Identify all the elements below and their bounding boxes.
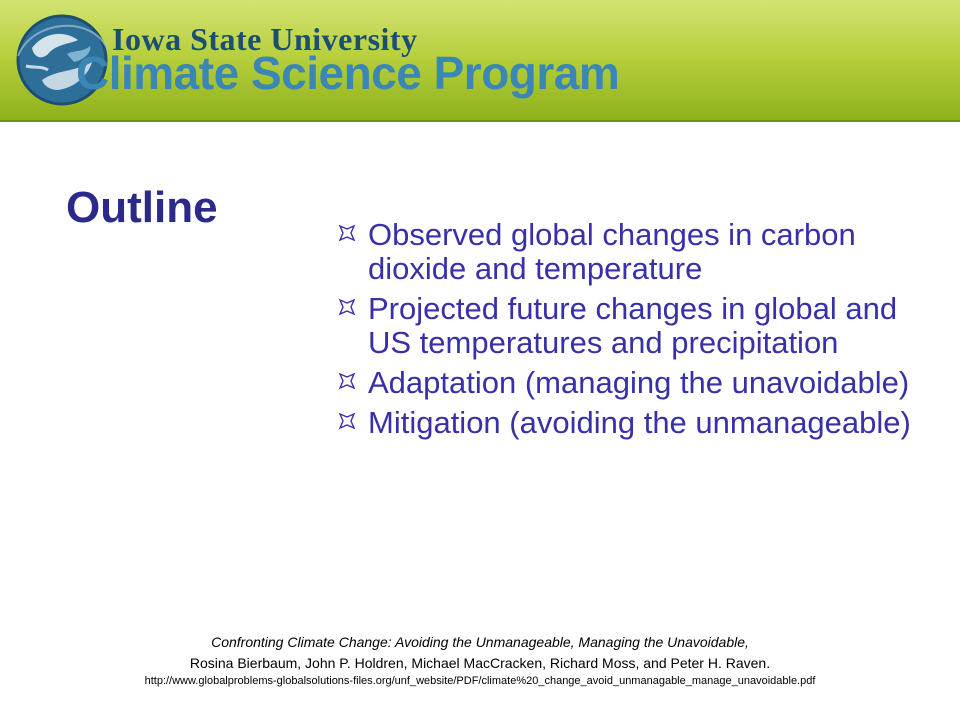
header-banner — [0, 0, 960, 122]
quad-arrow-bullet-icon — [338, 298, 356, 316]
list-item — [338, 406, 948, 440]
bullet-text: Adaptation (managing the unavoidable) — [368, 365, 910, 400]
citation — [0, 632, 960, 689]
bullet-text: Mitigation (avoiding the unmanageable) — [368, 405, 911, 440]
list-item — [338, 366, 948, 400]
list-item — [338, 292, 948, 360]
outline-list — [338, 218, 948, 446]
slide-title: Outline — [66, 183, 218, 232]
list-item — [338, 218, 948, 286]
quad-arrow-bullet-icon — [338, 372, 356, 390]
bullet-text: Projected future changes in global and US temperatures and precipitation — [368, 291, 898, 360]
citation-title: Confronting Climate Change: Avoiding the Unmanageable, Managing the Unavoidable, — [211, 634, 749, 650]
citation-authors: Rosina Bierbaum, John P. Holdren, Michael MacCracken, Richard Moss, and Peter H. Raven. — [189, 655, 771, 671]
citation-url[interactable]: http://www.globalproblems-globalsolutions-files.org/unf_website/PDF/climate%20_change_avoid_unmanagable_manage_unavoidable.pdf — [144, 675, 816, 687]
program-name: Climate Science Program — [76, 47, 620, 99]
quad-arrow-bullet-icon — [338, 412, 356, 430]
quad-arrow-bullet-icon — [338, 224, 356, 242]
university-name: Iowa State University — [112, 21, 418, 57]
bullet-text: Observed global changes in carbon dioxide and temperature — [368, 217, 856, 286]
